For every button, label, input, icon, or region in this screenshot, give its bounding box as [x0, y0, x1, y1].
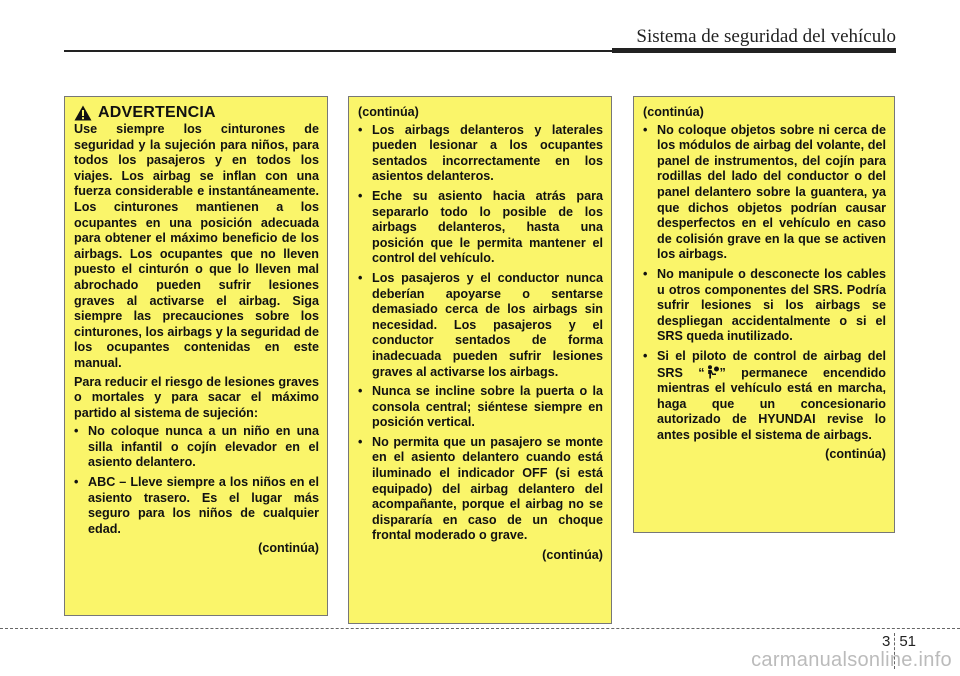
warning-box-middle [348, 96, 612, 624]
warning-list [643, 123, 886, 444]
watermark: carmanualsonline.info [751, 649, 952, 671]
continued-label: (continúa) [358, 105, 419, 119]
section-title: Sistema de seguridad del vehículo [636, 26, 896, 47]
warning-triangle-icon [74, 105, 92, 121]
warning-list [358, 123, 603, 544]
list-item: • No coloque objetos sobre ni cerca de los módulos de airbag del volante, del panel de instrumentos, del cojín para rodillas del lado del conductor o del panel delantero sobre la guantera, ya que dichos objetos podrían causar desperfectos en el vehículo en caso de colisión grave en la que se activen los airbags. [643, 123, 886, 263]
airbag-warning-icon [706, 365, 719, 379]
warning-box-right [633, 96, 895, 533]
list-item [643, 349, 886, 444]
continued-label: (continúa) [643, 105, 704, 119]
warning-box-left [64, 96, 328, 616]
warning-paragraph: Use siempre los cinturones de seguridad y la sujeción para niños, para todos los pasajeros y en todos los viajes. Los airbag se inflan con una fuerza considerable e instantáneamente. Los cinturones mantienen a los ocupantes en una posición adecuada para obtener el máximo beneficio de los airbags. Los ocupantes que no lleven puesto el cinturón o que lo lleven mal abrochado pueden sufrir lesiones graves al activarse el airbag. Siga siempre las precauciones sobre los cinturones, los airbags y la seguridad de los ocupantes contenidas en este manual. [74, 122, 319, 370]
footer-rule [0, 628, 960, 629]
list-item: • ABC – Lleve siempre a los niños en el asiento trasero. Es el lugar más seguro para los niños de cualquier edad. [74, 475, 319, 537]
list-item: • No manipule o desconecte los cables u otros componentes del SRS. Podría sufrir lesiones si los airbags se despliegan accidentalmente o si el SRS queda inutilizado. [643, 267, 886, 345]
page-index: 51 [899, 633, 917, 650]
warning-heading [74, 105, 319, 121]
continued-label: (continúa) [258, 541, 319, 556]
list-item: • No coloque nunca a un niño en una silla infantil o cojín elevador en el asiento delantero. [74, 424, 319, 471]
list-item: • Los airbags delanteros y laterales pueden lesionar a los ocupantes sentados incorrectamente en los asientos delanteros. [358, 123, 603, 185]
list-item: • Nunca se incline sobre la puerta o la consola central; siéntese siempre en posición vertical. [358, 384, 603, 431]
warning-paragraph: Para reducir el riesgo de lesiones graves o mortales y para sacar el máximo partido al sistema de sujeción: [74, 374, 320, 420]
warning-list [74, 424, 319, 537]
chapter-number: 3 [882, 633, 891, 650]
list-item: • Los pasajeros y el conductor nunca deberían apoyarse o sentarse demasiado cerca de los airbags sin necesidad. Los pasajeros y el conductor sentados de forma inadecuada pueden sufrir lesiones graves al activarse los airbags. [358, 271, 603, 380]
list-item: • No permita que un pasajero se monte en el asiento delantero cuando está iluminado el indicador OFF (si está equipado) del airbag delantero del acompañante, porque el airbag no se dispararía en caso de un choque frontal moderado o grave. [358, 435, 603, 544]
list-item-text: ” permanece encendido mientras el vehículo está en marcha, haga que un concesionario autorizado de HYUNDAI revise lo antes posible el sistema de airbags. [657, 365, 886, 442]
list-item-text: Si el piloto de control de airbag del SRS “ [657, 348, 886, 380]
warning-title: ADVERTENCIA [98, 104, 216, 122]
continued-label: (continúa) [542, 548, 603, 563]
continued-label: (continúa) [825, 447, 886, 462]
list-item: • Eche su asiento hacia atrás para separarlo todo lo posible de los airbags delanteros, hasta una posición que le permita mantener el control del vehículo. [358, 189, 603, 267]
header-rule-accent [612, 48, 896, 53]
